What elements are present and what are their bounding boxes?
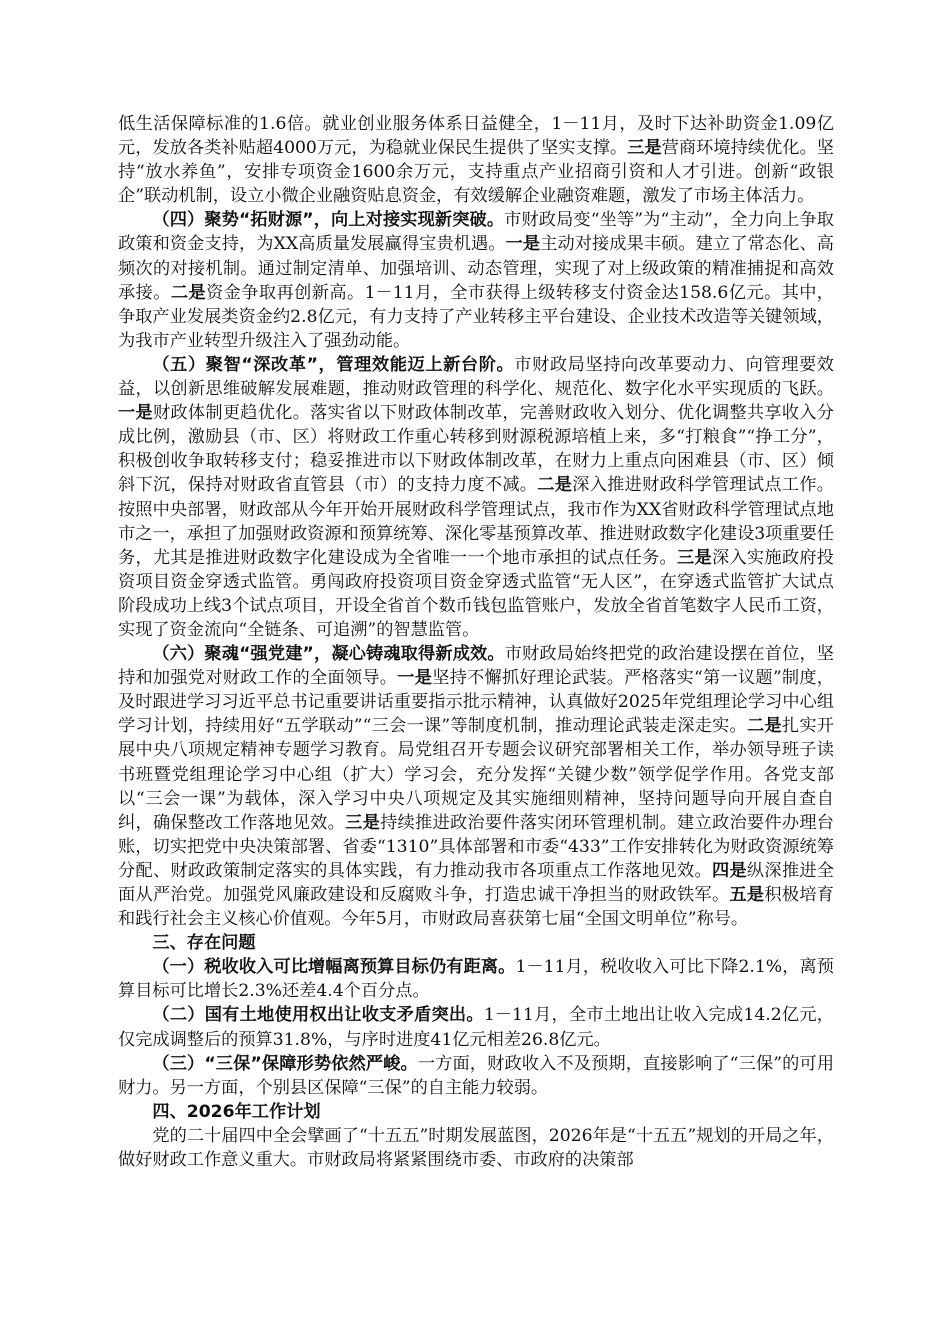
paragraph-plan-intro: [118, 1124, 834, 1172]
paragraph-problem-1: [118, 955, 834, 1003]
body-text: 纵深推进全面从严治党。加强党风廉政建设和反腐败斗争，打造忠诚干净担当的财政铁军。: [118, 860, 834, 905]
body-text: 四、2026年工作计划: [152, 1101, 321, 1122]
ordinal-marker: 一是: [505, 234, 541, 255]
body-text: 市财政局始终把党的政治建设摆在首位，坚持和加强党对财政工作的全面领导。: [118, 644, 834, 689]
paragraph-section-4: [118, 208, 834, 353]
ordinal-marker: 二是: [747, 716, 782, 737]
paragraph-section-6: [118, 642, 834, 931]
body-text: 持续推进政治要件落实闭环管理机制。建立政治要件办理台账，切实把党中央决策部署、省委“1310”具体部署和市委“433”工作安排转化为财政资源统筹分配、财政政策制定落实的具体实践，有力推动我市各项重点工作落地见效。: [118, 812, 834, 881]
body-text: 市财政局变“坐等”为“主动”，全力向上争取政策和资金支持，为XX高质量发展赢得宝贵机遇。: [118, 210, 834, 255]
ordinal-marker: 三是: [677, 547, 712, 568]
ordinal-marker: 一是: [397, 668, 433, 689]
section-heading-text: （五）聚智“深改革”，管理效能迈上新台阶。: [152, 354, 515, 375]
body-text: 深入实施政府投资项目资金穿透式监管。勇闯政府投资项目资金穿透式监管“无人区”，在穿透式监管扩大试点阶段成功上线3个试点项目，开设全省首个数币钱包监管账户，发放全省首笔数字人民币工资，实现了资金流向“全链条、可追溯”的智慧监管。: [118, 547, 834, 640]
body-text: 党的二十届四中全会擘画了“十五五”时期发展蓝图，2026年是“十五五”规划的开局之年，做好财政工作意义重大。市财政局将紧紧围绕市委、市政府的决策部: [118, 1125, 834, 1171]
ordinal-marker: 五是: [729, 885, 765, 905]
ordinal-marker: 一是: [118, 403, 153, 424]
body-text: 市财政局坚持向改革要动力、向管理要效益，以创新思维破解发展难题，推动财政管理的科学化、规范化、数字化水平实现质的飞跃。: [118, 354, 834, 400]
body-text: 财政体制更趋优化。落实省以下财政体制改革，完善财政收入划分、优化调整共享收入分成比例，激励县（市、区）将财政工作重心转移到财源税源培植上来，多“打粮食”“挣工分”，积极创收争取转移支付；稳妥推进市以下财政体制改革，在财力上重点向困难县（市、区）倾斜下沉，保持对财政省直管县（市）的支持力度不减。: [118, 403, 834, 496]
document-body: [118, 112, 834, 1172]
section-heading-text: （四）聚势“拓财源”，向上对接实现新突破。: [152, 210, 505, 231]
body-text: 资金争取再创新高。1－11月，全市获得上级转移支付资金达158.6亿元。其中，争取产业发展类资金约2.8亿元，有力支持了产业转移主平台建设、企业技术改造等关键领域，为我市产业转型升级注入了强劲动能。: [118, 282, 834, 351]
section-heading-text: （三）“三保”保障形势依然严峻。: [152, 1053, 418, 1074]
ordinal-marker: 三是: [627, 138, 662, 159]
section-heading-text: （一）税收收入可比增幅离预算目标仍有距离。: [152, 957, 516, 978]
paragraph-continued: [118, 112, 834, 208]
body-text: 扎实开展中央八项规定精神专题学习教育。局党组召开专题会议研究部署相关工作，举办领导班子读书班暨党组理论学习中心组（扩大）学习会，充分发挥“关键少数”领学促学作用。各党支部以“三会一课”为载体，深入学习中央八项规定及其实施细则精神，坚持问题导向开展自查自纠，确保整改工作落地见效。: [118, 716, 834, 833]
ordinal-marker: 四是: [711, 860, 747, 881]
body-text: 主动对接成果丰硕。建立了常态化、高频次的对接机制。通过制定清单、加强培训、动态管理，实现了对上级政策的精准捕捉和高效承接。: [118, 234, 834, 303]
body-text: 积极培育和践行社会主义核心价值观。今年5月，市财政局喜获第七届“全国文明单位”称号。: [118, 885, 834, 930]
body-text: 一方面，财政收入不及预期，直接影响了“三保”的可用财力。另一方面，个别县区保障“三保”的自主能力较弱。: [118, 1053, 835, 1098]
body-text: 低生活保障标准的1.6倍。就业创业服务体系日益健全，1－11月，及时下达补助资金1.09亿元，发放各类补贴超4000万元，为稳就业保民生提供了坚实支撑。: [118, 114, 834, 159]
heading-2026-plan: [118, 1100, 834, 1124]
section-heading-text: （六）聚魂“强党建”，凝心铸魂取得新成效。: [152, 644, 505, 665]
paragraph-problem-2: [118, 1003, 834, 1051]
paragraph-problem-3: [118, 1052, 834, 1100]
ordinal-marker: 二是: [170, 282, 207, 303]
body-text: 三、存在问题: [152, 933, 256, 954]
ordinal-marker: 二是: [537, 475, 573, 496]
body-text: 坚持不懈抓好理论武装。严格落实“第一议题”制度，及时跟进学习习近平总书记重要讲话重要指示批示精神，认真做好2025年党组理论学习中心组学习计划，持续用好“五学联动”“三会一课”等制度机制，推动理论武装走深走实。: [118, 668, 834, 737]
body-text: 1－11月，税收收入可比下降2.1%，离预算目标可比增长2.3%还差4.4个百分点。: [118, 957, 834, 1002]
heading-existing-problems: [118, 931, 834, 955]
body-text: 深入推进财政科学管理试点工作。按照中央部署，财政部从今年开始开展财政科学管理试点，我市作为XX省财政科学管理试点地市之一，承担了加强财政资源和预算统筹、深化零基预算改革、推进财政数字化建设3项重要任务，尤其是推进财政数字化建设成为全省唯一一个地市承担的试点任务。: [118, 475, 834, 568]
paragraph-section-5: [118, 353, 834, 642]
body-text: 营商环境持续优化。坚持“放水养鱼”，安排专项资金1600余万元，支持重点产业招商引资和人才引进。创新“政银企”联动机制，设立小微企业融资贴息资金，有效缓解企业融资难题，激发了市场主体活力。: [118, 138, 834, 207]
section-heading-text: （二）国有土地使用权出让收支矛盾突出。: [152, 1005, 484, 1026]
ordinal-marker: 三是: [345, 812, 381, 833]
body-text: 1－11月，全市土地出让收入完成14.2亿元，仅完成调整后的预算31.8%，与序时进度41亿元相差26.8亿元。: [118, 1005, 834, 1050]
